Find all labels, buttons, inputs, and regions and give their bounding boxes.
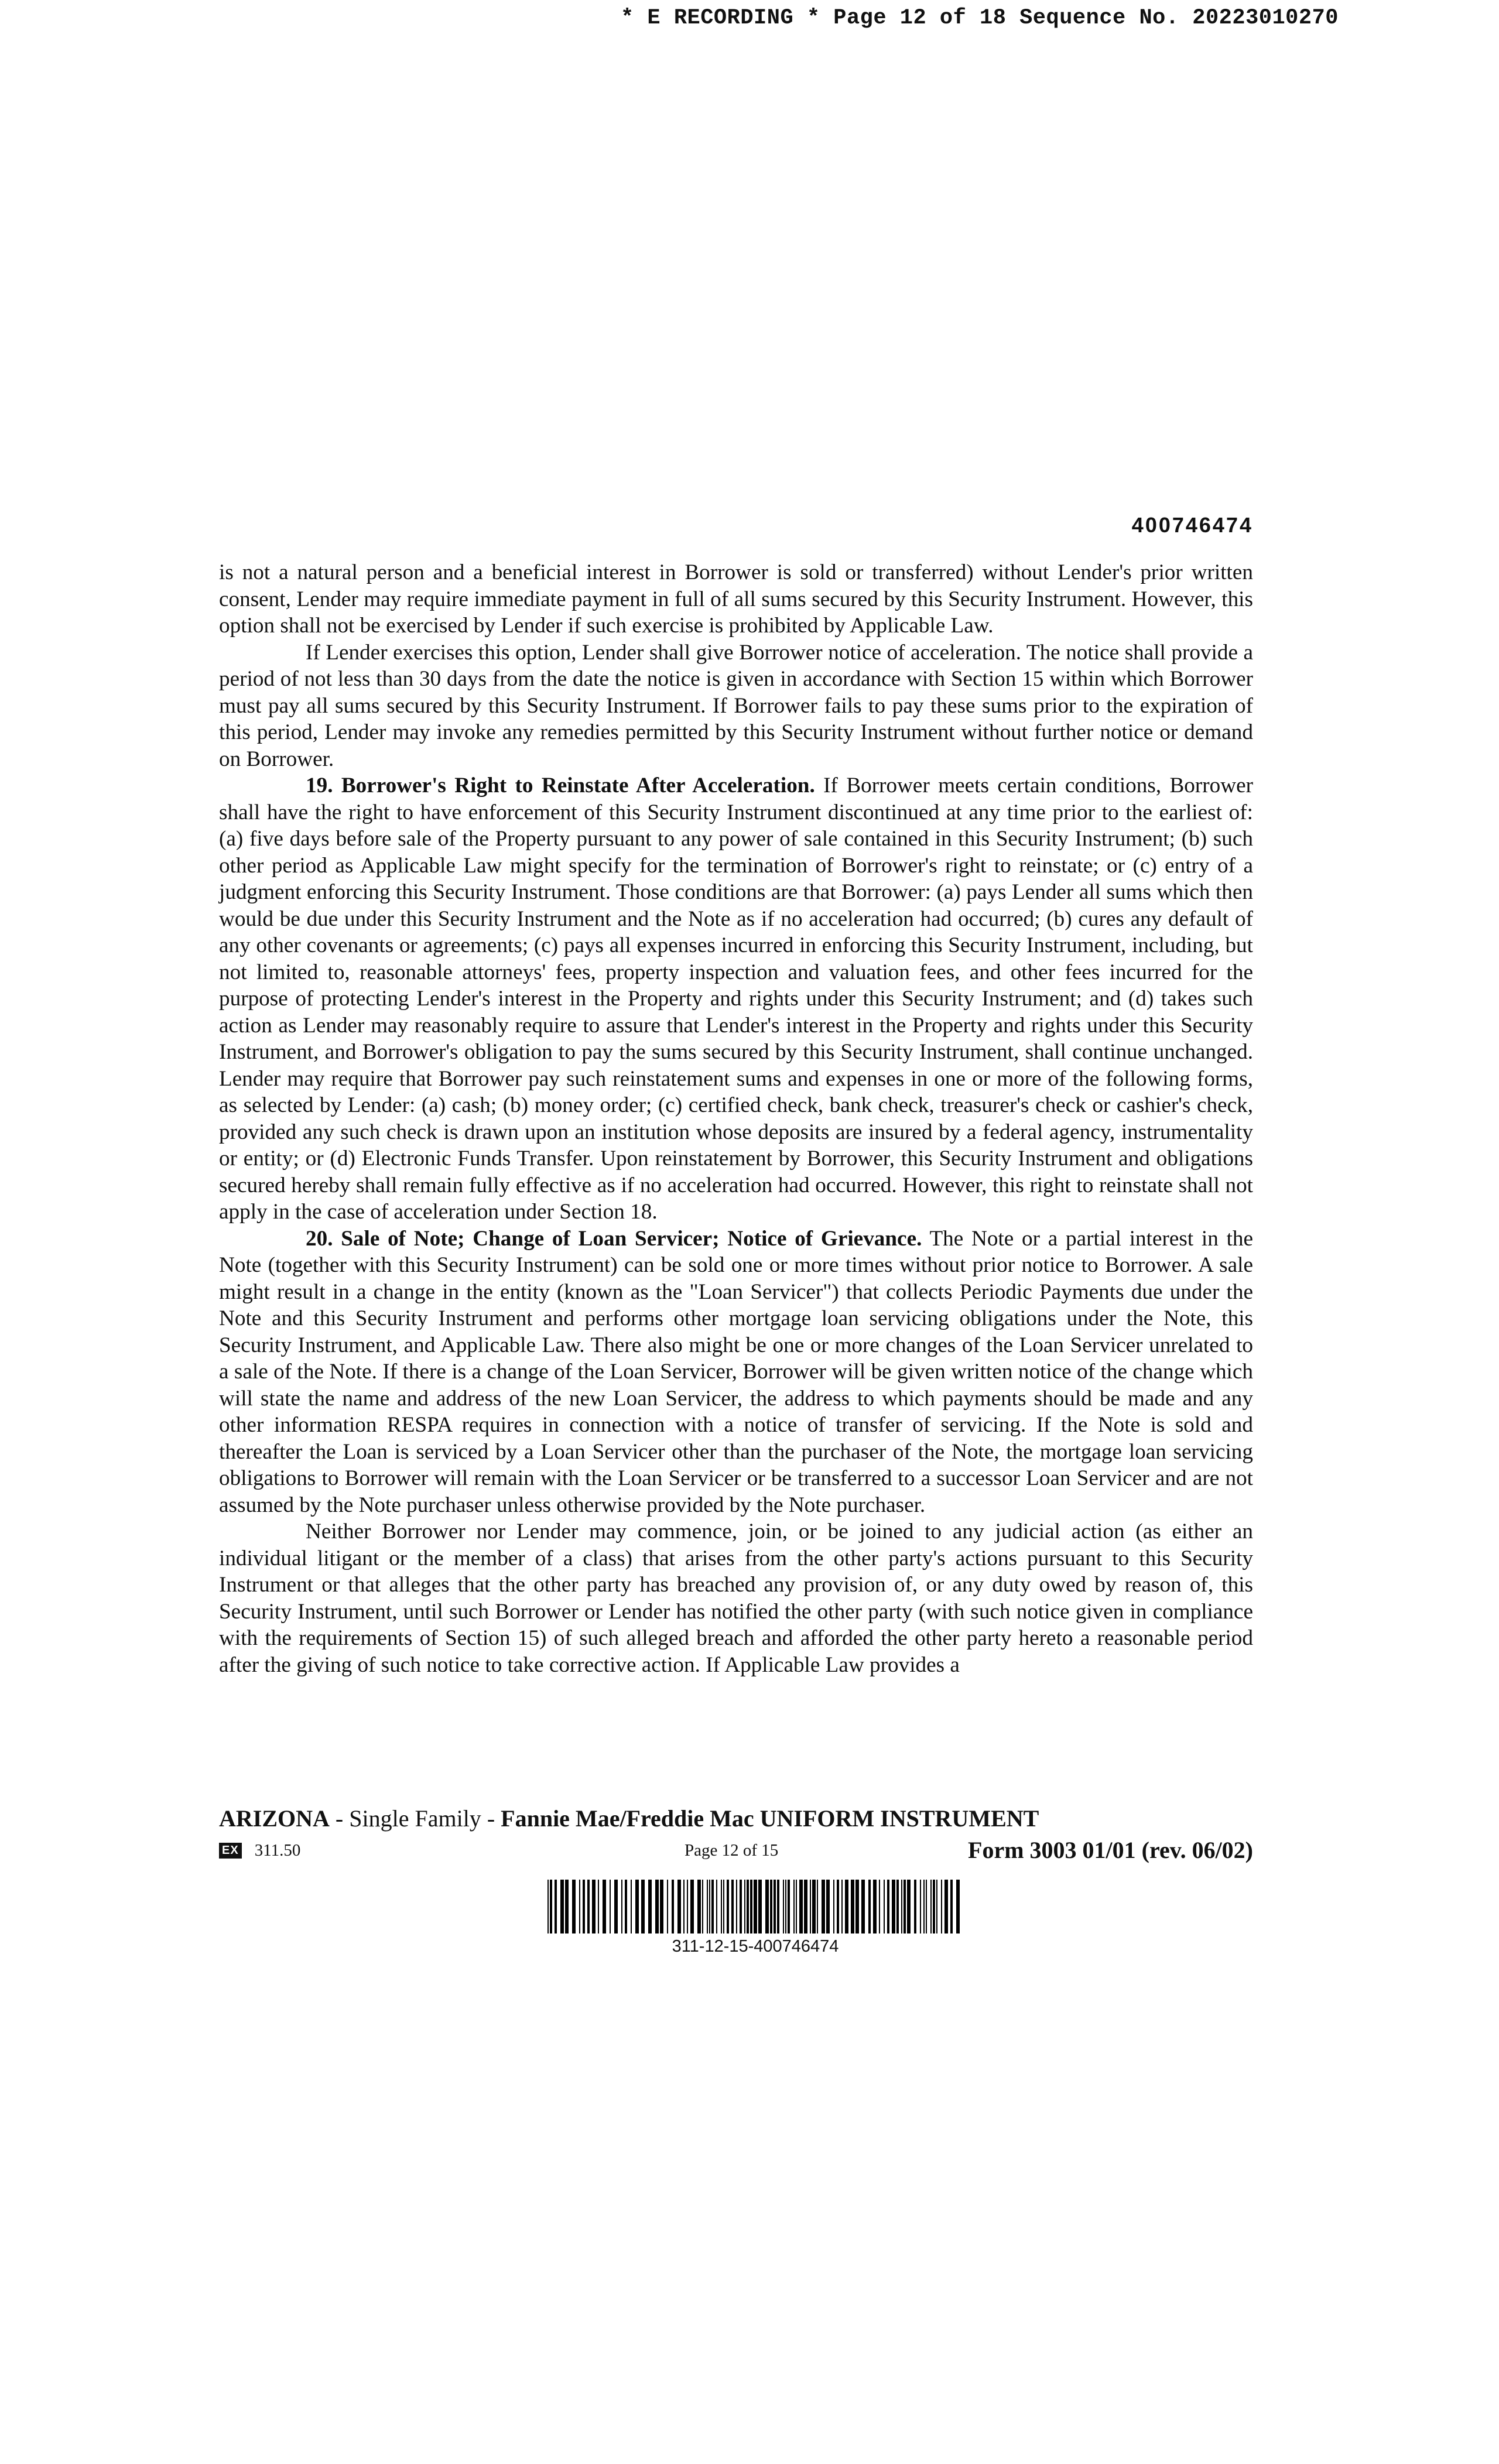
footer-form-code: 311.50 [254, 1841, 301, 1860]
footer-form-number: Form 3003 01/01 (rev. 06/02) [968, 1837, 1253, 1863]
barcode-block [547, 1880, 963, 1956]
loan-number: 400746474 [1131, 513, 1253, 537]
publisher-logo-icon: EX [219, 1843, 242, 1859]
document-body [219, 559, 1253, 1678]
section-19-heading: 19. Borrower's Right to Reinstate After Acceleration. [306, 774, 815, 798]
footer-instrument-title [219, 1805, 1253, 1832]
footer-form-code-block [219, 1841, 300, 1860]
section-20 [219, 1226, 1253, 1519]
paragraph-acceleration-notice: If Lender exercises this option, Lender shall give Borrower notice of acceleration. The notice shall provide a period of not less than 30 days from the date the notice is given in accordance with Section 15 within which Borrower must pay all sums secured by this Security Instrument. If Borrower fails to pay these sums prior to the expiration of this period, Lender may invoke any remedies permitted by this Security Instrument without further notice or demand on Borrower. [219, 640, 1253, 771]
footer-state: ARIZONA [219, 1805, 330, 1832]
paragraph-grievance: Neither Borrower nor Lender may commence, join, or be joined to any judicial action (as either an individual litigant or the member of a class) that arises from the other party's actions pursuant to this Security Instrument or that alleges that the other party has breached any provision of, or any duty owed by reason of, this Security Instrument, until such Borrower or Lender has notified the other party (with such notice given in compliance with the requirements of Section 15) of such alleged breach and afforded the other party hereto a reasonable period after the giving of such notice to take corrective action. If Applicable Law provides a [219, 1520, 1253, 1677]
footer-family: Single Family [349, 1805, 481, 1832]
footer-separator: - [481, 1805, 501, 1832]
footer-instrument: Fannie Mae/Freddie Mac UNIFORM INSTRUMENT [501, 1805, 1039, 1832]
barcode-icon [547, 1880, 963, 1933]
section-19-text: If Borrower meets certain conditions, Borrower shall have the right to have enforcement of this Security Instrument discontinued at any time prior to the earliest of: (a) five days before sale of the Property pursuant to any power of sale contained in this Security Instrument; (b) such other period as Applicable Law might specify for the termination of Borrower's right to reinstate; or (c) entry of a judgment enforcing this Security Instrument. Those conditions are that Borrower: (a) pays Lender all sums which then would be due under this Security Instrument and the Note as if no acceleration had occurred; (b) cures any default of any other covenants or agreements; (c) pays all expenses incurred in enforcing this Security Instrument, including, but not limited to, reasonable attorneys' fees, property inspection and valuation fees, and other fees incurred for the purpose of protecting Lender's interest in the Property and rights under this Security Instrument; and (d) takes such action as Lender may reasonably require to assure that Lender's interest in the Property and rights under this Security Instrument, and Borrower's obligation to pay the sums secured by this Security Instrument, shall continue unchanged. Lender may require that Borrower pay such reinstatement sums and expenses in one or more of the following forms, as selected by Lender: (a) cash; (b) money order; (c) certified check, bank check, treasurer's check or cashier's check, provided any such check is drawn upon an institution whose deposits are insured by a federal agency, instrumentality or entity; or (d) Electronic Funds Transfer. Upon reinstatement by Borrower, this Security Instrument and obligations secured hereby shall remain fully effective as if no acceleration had occurred. However, this right to reinstate shall not apply in the case of acceleration under Section 18. [219, 774, 1253, 1224]
barcode-number: 311-12-15-400746474 [672, 1937, 839, 1956]
recording-header: * E RECORDING * Page 12 of 18 Sequence No. 20223010270 [621, 6, 1339, 30]
footer-separator: - [329, 1805, 350, 1832]
section-20-text: The Note or a partial interest in the Note (together with this Security Instrument) can be sold one or more times without prior notice to Borrower. A sale might result in a change in the entity (known as the "Loan Servicer") that collects Periodic Payments due under the Note and this Security Instrument and performs other mortgage loan servicing obligations under the Note, this Security Instrument, and Applicable Law. There also might be one or more changes of the Loan Servicer unrelated to a sale of the Note. If there is a change of the Loan Servicer, Borrower will be given written notice of the change which will state the name and address of the new Loan Servicer, the address to which payments should be made and any other information RESPA requires in connection with a notice of transfer of servicing. If the Note is sold and thereafter the Loan is serviced by a Loan Servicer other than the purchaser of the Note, the mortgage loan servicing obligations to Borrower will remain with the Loan Servicer or be transferred to a successor Loan Servicer and are not assumed by the Note purchaser unless otherwise provided by the Note purchaser. [219, 1226, 1254, 1517]
footer-form-info [219, 1836, 1253, 1866]
footer-page-number: Page 12 of 15 [685, 1841, 779, 1860]
section-19 [219, 772, 1253, 1226]
section-20-heading: 20. Sale of Note; Change of Loan Servicer; Notice of Grievance. [306, 1226, 922, 1251]
paragraph-continuation: is not a natural person and a beneficial interest in Borrower is sold or transferred) without Lender's prior written consent, Lender may require immediate payment in full of all sums secured by this Security Instrument. However, this option shall not be exercised by Lender if such exercise is prohibited by Applicable Law. [219, 560, 1253, 638]
